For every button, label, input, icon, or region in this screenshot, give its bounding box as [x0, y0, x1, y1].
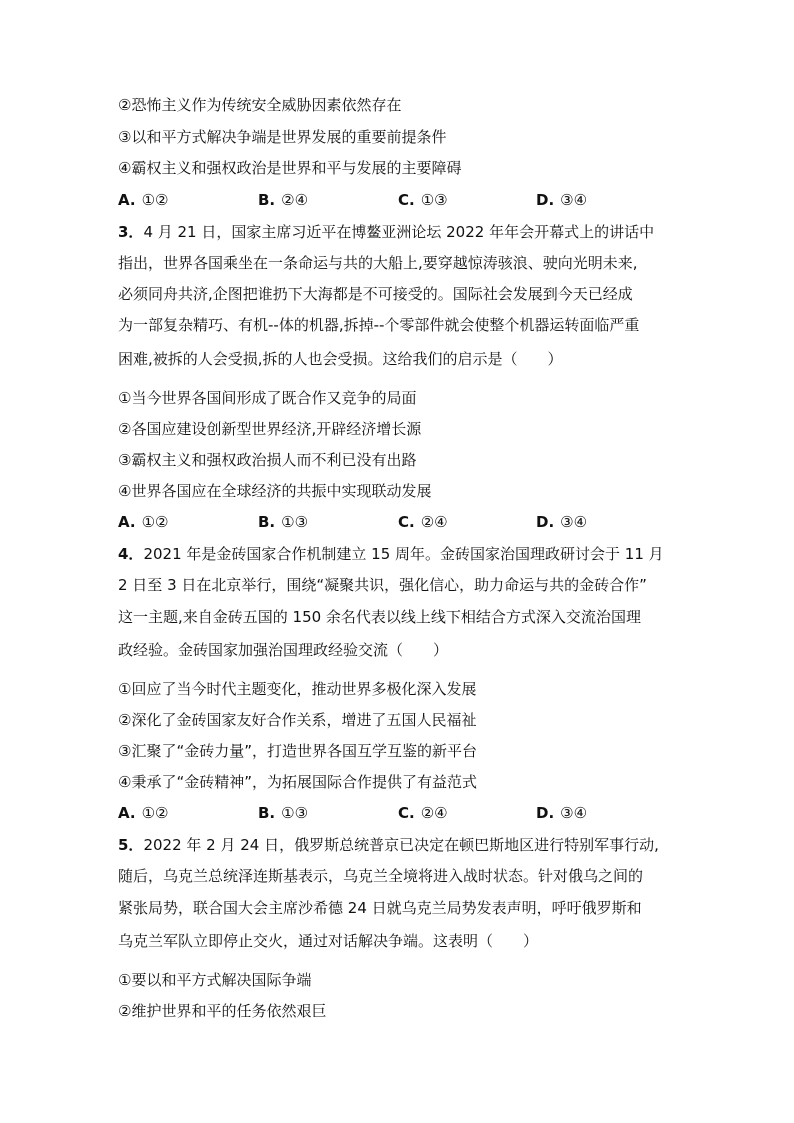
q2-choice-c: C. ①③ [398, 191, 448, 209]
q5-number: 5． [118, 836, 144, 854]
q2-choice-b: B. ②④ [258, 191, 309, 209]
q2-choices [118, 190, 678, 210]
q4-option-2: ②深化了金砖国家友好合作关系，增进了五国人民福祉 [118, 711, 477, 729]
q4-stem-line-4: 政经验。金砖国家加强治国理政经验交流（ ） [118, 641, 449, 659]
q5-stem-line-4: 乌克兰军队立即停止交火，通过对话解决争端。这表明（ ） [118, 932, 539, 950]
q3-option-2: ②各国应建设创新型世界经济,开辟经济增长源 [118, 420, 422, 438]
q5-stem-line-1: 5．2022 年 2 月 24 日，俄罗斯总统普京已决定在顿巴斯地区进行特别军事行动, [118, 836, 659, 854]
q4-stem-line-2: 2 日至 3 日在北京举行，围绕“凝聚共识，强化信心，助力命运与共的金砖合作” [118, 576, 647, 594]
q3-choice-c: C. ②④ [398, 513, 448, 531]
q3-stem-line-2: 指出，世界各国乘坐在一条命运与共的大船上,要穿越惊涛骇浪、驶向光明未来, [118, 254, 638, 272]
q4-option-1: ①回应了当今时代主题变化，推动世界多极化深入发展 [118, 680, 477, 698]
q4-option-3: ③汇聚了“金砖力量”，打造世界各国互学互鉴的新平台 [118, 742, 477, 760]
q4-choice-c: C. ②④ [398, 804, 448, 822]
q3-stem-line-3: 必须同舟共济,企图把谁扔下大海都是不可接受的。国际社会发展到今天已经成 [118, 285, 633, 303]
q3-stem-line-5: 困难,被拆的人会受损,拆的人也会受损。这给我们的启示是（ ） [118, 350, 563, 368]
q3-number: 3． [118, 223, 144, 241]
q4-stem-line-1: 4．2021 年是金砖国家合作机制建立 15 周年。金砖国家治国理政研讨会于 11 月 [118, 545, 664, 563]
q3-stem-line-1: 3．4 月 21 日，国家主席习近平在博鳌亚洲论坛 2022 年年会开幕式上的讲话中 [118, 223, 655, 241]
q3-choices [118, 512, 678, 532]
q5-option-2: ②维护世界和平的任务依然艰巨 [118, 1002, 327, 1020]
q2-choice-a: A. ①② [118, 191, 169, 209]
q3-option-3: ③霸权主义和强权政治损人而不利已没有出路 [118, 451, 417, 469]
q3-choice-b: B. ①③ [258, 513, 309, 531]
q3-stem-line-4: 为一部复杂精巧、有机--体的机器,拆掉--个零部件就会使整个机器运转面临严重 [118, 316, 640, 334]
q4-stem-line-3: 这一主题,来自金砖五国的 150 余名代表以线上线下相结合方式深入交流治国理 [118, 608, 641, 626]
q3-choice-a: A. ①② [118, 513, 169, 531]
q2-option-2: ②恐怖主义作为传统安全威胁因素依然存在 [118, 96, 402, 114]
q4-choice-a: A. ①② [118, 804, 169, 822]
q4-choices [118, 803, 678, 823]
q4-option-4: ④秉承了“金砖精神”，为拓展国际合作提供了有益范式 [118, 773, 477, 791]
q5-option-1: ①要以和平方式解决国际争端 [118, 971, 312, 989]
q3-option-4: ④世界各国应在全球经济的共振中实现联动发展 [118, 482, 432, 500]
q2-option-4: ④霸权主义和强权政治是世界和平与发展的主要障碍 [118, 159, 462, 177]
q5-stem-line-2: 随后，乌克兰总统泽连斯基表示，乌克兰全境将进入战时状态。针对俄乌之间的 [118, 867, 644, 885]
q4-choice-d: D. ③④ [536, 804, 588, 822]
q2-option-3: ③以和平方式解决争端是世界发展的重要前提条件 [118, 128, 447, 146]
q5-stem-line-3: 紧张局势，联合国大会主席沙希德 24 日就乌克兰局势发表声明，呼吁俄罗斯和 [118, 899, 642, 917]
q4-number: 4． [118, 545, 144, 563]
q2-choice-d: D. ③④ [536, 191, 588, 209]
q3-choice-d: D. ③④ [536, 513, 588, 531]
q4-choice-b: B. ①③ [258, 804, 309, 822]
q3-option-1: ①当今世界各国间形成了既合作又竞争的局面 [118, 389, 417, 407]
